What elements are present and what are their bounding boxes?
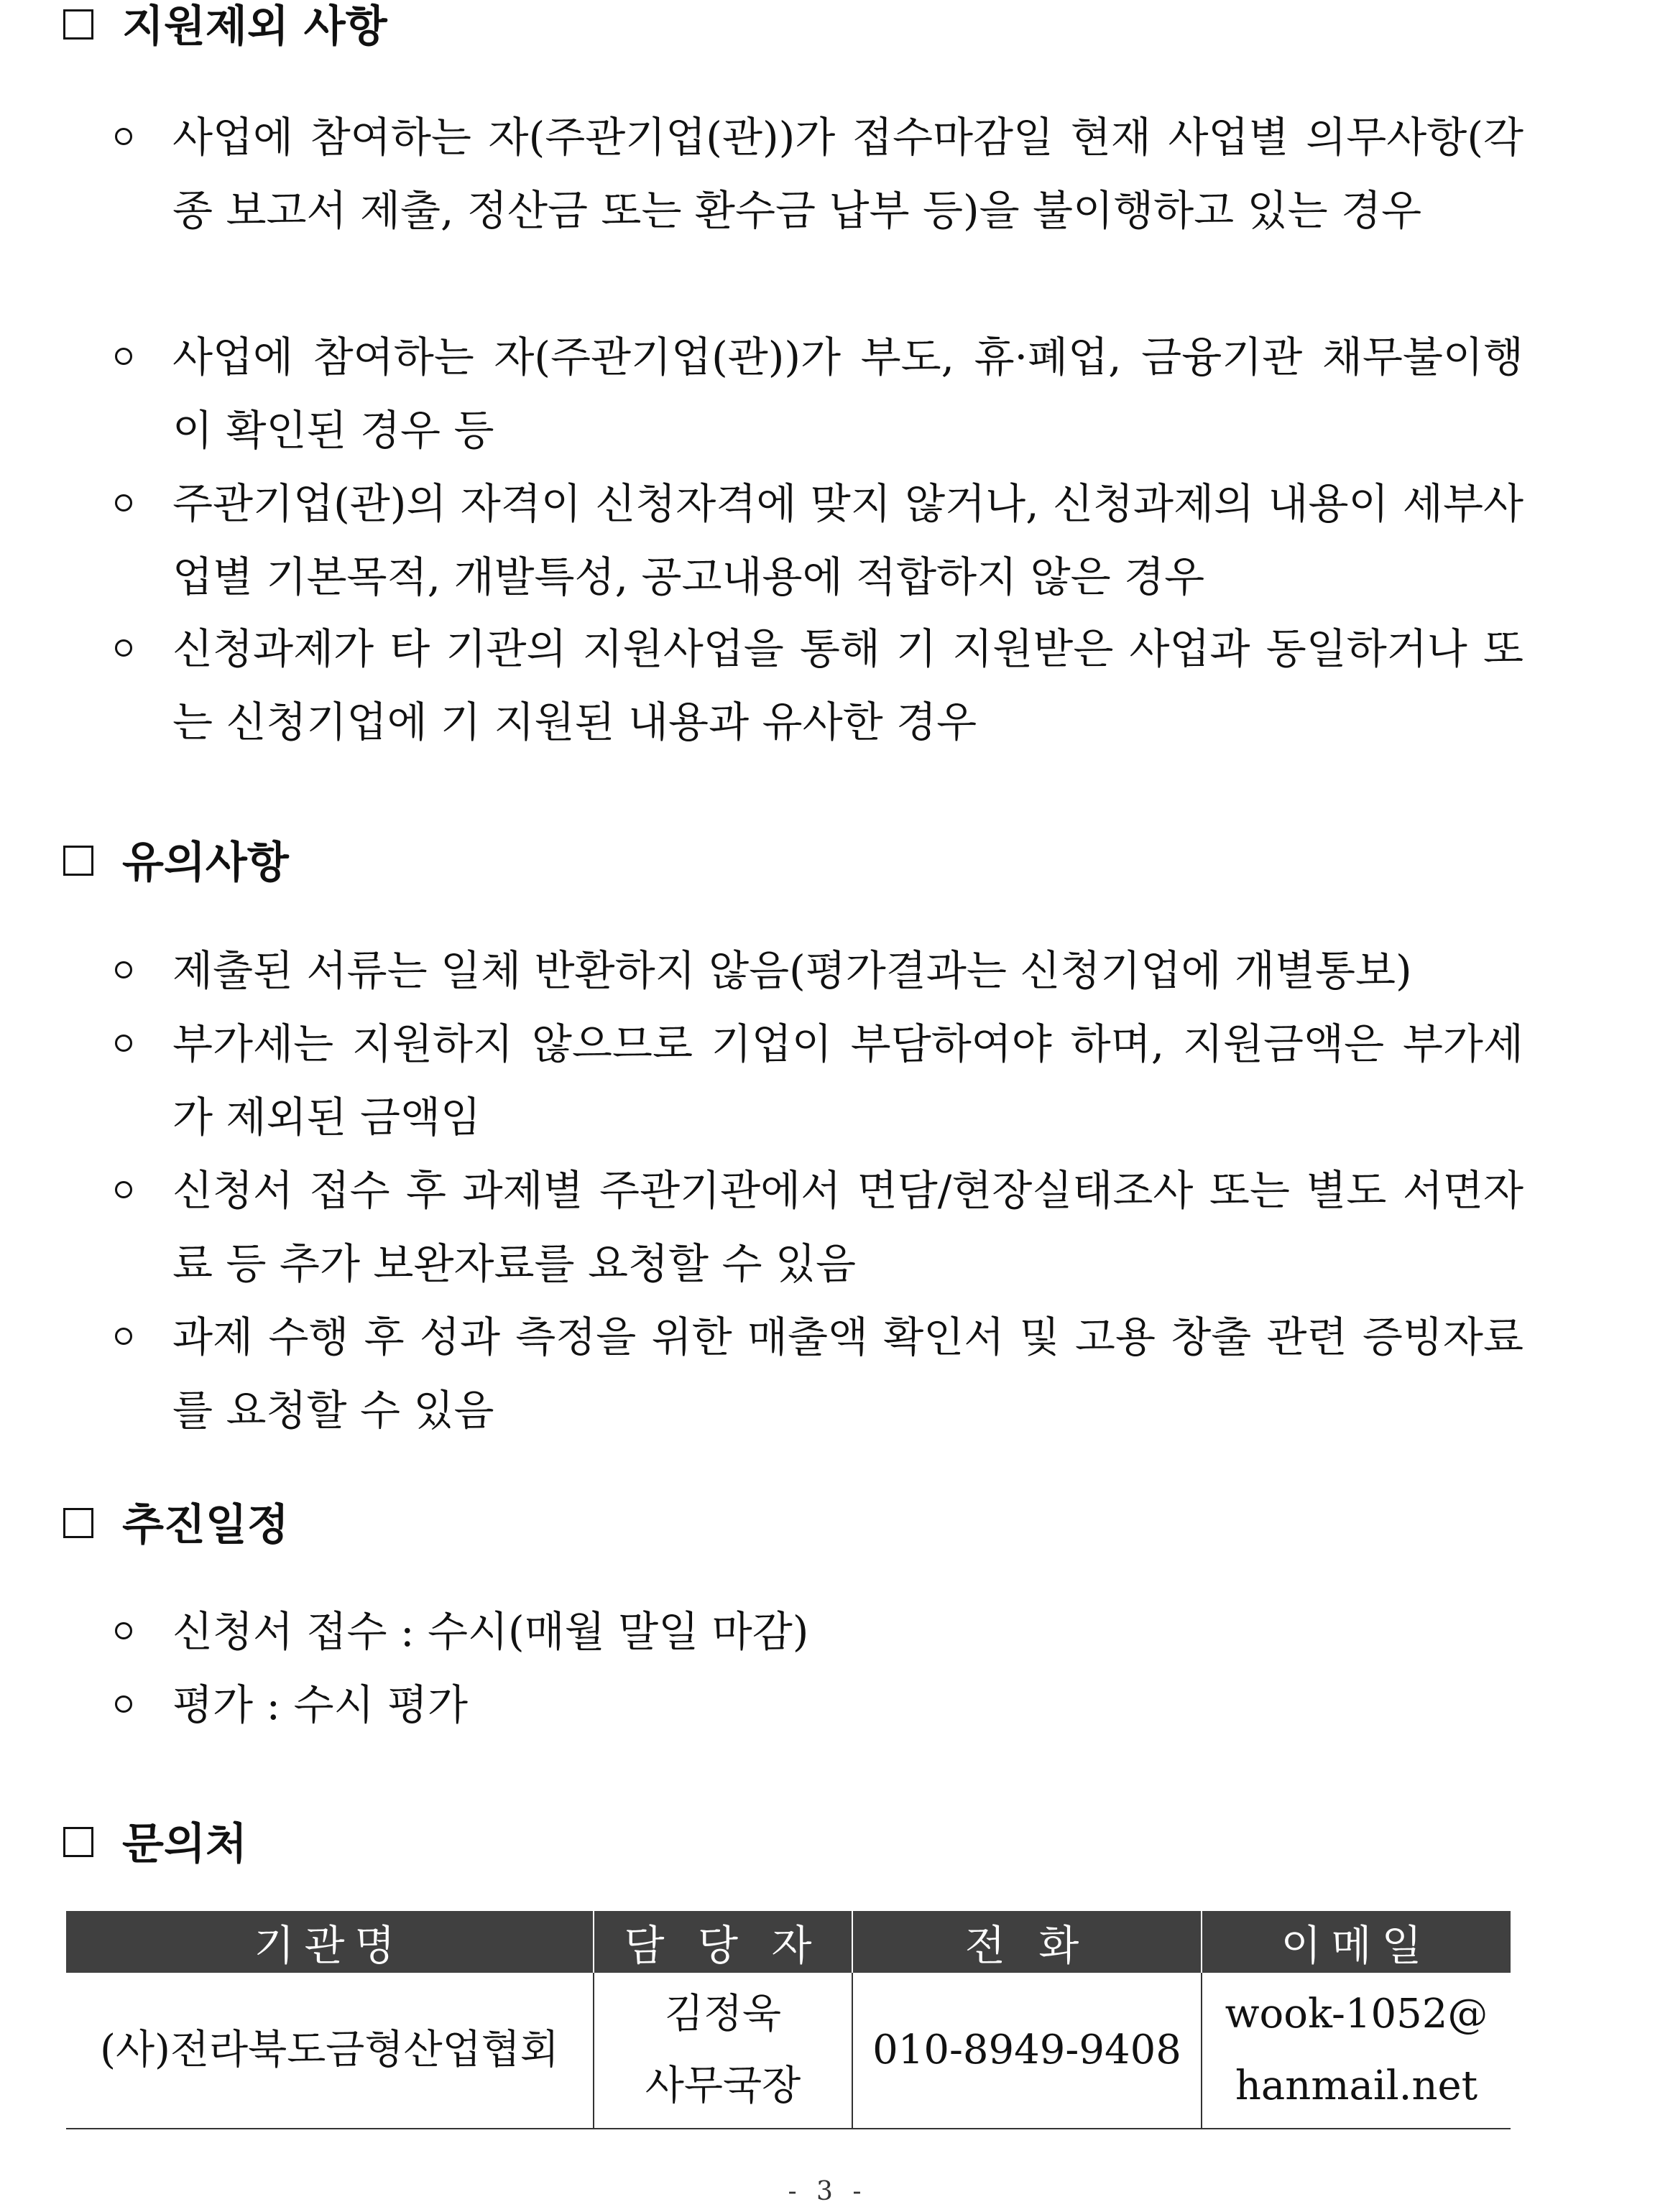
section-title-contact: 문의처 bbox=[63, 1819, 247, 1869]
circle-bullet-icon bbox=[115, 1300, 158, 1374]
list-item: 사업에 참여하는 자(주관기업(관))가 부도, 휴·폐업, 금융기관 채무불이행이 확인된 경우 등 bbox=[115, 320, 1523, 467]
header-email: 이메일 bbox=[1202, 1911, 1511, 1973]
circle-bullet-icon bbox=[115, 934, 158, 1007]
header-org: 기관명 bbox=[66, 1911, 594, 1973]
cell-person bbox=[594, 1973, 852, 2129]
header-phone: 전 화 bbox=[852, 1911, 1202, 1973]
list-item: 제출된 서류는 일체 반환하지 않음(평가결과는 신청기업에 개별통보) bbox=[115, 934, 1523, 1007]
list-item: 과제 수행 후 성과 측정을 위한 매출액 확인서 및 고용 창출 관련 증빙자료를 요청할 수 있음 bbox=[115, 1300, 1523, 1447]
section-title-schedule: 추진일정 bbox=[63, 1500, 289, 1550]
circle-bullet-icon bbox=[115, 1595, 158, 1668]
list-item: 사업에 참여하는 자(주관기업(관))가 접수마감일 현재 사업별 의무사항(각종 보고서 제출, 정산금 또는 환수금 납부 등)을 불이행하고 있는 경우 bbox=[115, 101, 1523, 247]
header-person: 담 당 자 bbox=[594, 1911, 852, 1973]
section-title-notes: 유의사항 bbox=[63, 838, 289, 888]
checkbox-square-icon bbox=[63, 1508, 93, 1538]
circle-bullet-icon bbox=[115, 1668, 158, 1741]
section-title-exclusions: 지원제외 사항 bbox=[63, 1, 387, 52]
circle-bullet-icon bbox=[115, 467, 158, 540]
person-name: 김정욱 bbox=[664, 1991, 782, 2037]
checkbox-square-icon bbox=[63, 1827, 93, 1857]
cell-org: (사)전라북도금형산업협회 bbox=[66, 1973, 594, 2129]
person-title: 사무국장 bbox=[645, 2063, 801, 2109]
table-row bbox=[66, 1973, 1511, 2129]
cell-email bbox=[1202, 1973, 1511, 2129]
email-line-1: wook-1052@ bbox=[1225, 1991, 1488, 2037]
checkbox-square-icon bbox=[63, 9, 93, 40]
checkbox-square-icon bbox=[63, 846, 93, 876]
list-item: 평가 : 수시 평가 bbox=[115, 1668, 1523, 1741]
circle-bullet-icon bbox=[115, 320, 158, 394]
list-item: 부가세는 지원하지 않으므로 기업이 부담하여야 하며, 지원금액은 부가세가 제외된 금액임 bbox=[115, 1007, 1523, 1154]
circle-bullet-icon bbox=[115, 1007, 158, 1080]
circle-bullet-icon bbox=[115, 101, 158, 174]
circle-bullet-icon bbox=[115, 1154, 158, 1227]
table-header-row bbox=[66, 1911, 1511, 1973]
circle-bullet-icon bbox=[115, 612, 158, 685]
list-item: 주관기업(관)의 자격이 신청자격에 맞지 않거나, 신청과제의 내용이 세부사업별 기본목적, 개발특성, 공고내용에 적합하지 않은 경우 bbox=[115, 467, 1523, 614]
cell-phone: 010-8949-9408 bbox=[852, 1973, 1202, 2129]
page-number: - 3 - bbox=[788, 2177, 867, 2206]
contact-table bbox=[66, 1911, 1511, 2129]
list-item: 신청과제가 타 기관의 지원사업을 통해 기 지원받은 사업과 동일하거나 또는 신청기업에 기 지원된 내용과 유사한 경우 bbox=[115, 612, 1523, 759]
email-line-2: hanmail.net bbox=[1235, 2063, 1478, 2109]
list-item: 신청서 접수 후 과제별 주관기관에서 면담/현장실태조사 또는 별도 서면자료 등 추가 보완자료를 요청할 수 있음 bbox=[115, 1154, 1523, 1300]
list-item: 신청서 접수 : 수시(매월 말일 마감) bbox=[115, 1595, 1523, 1668]
